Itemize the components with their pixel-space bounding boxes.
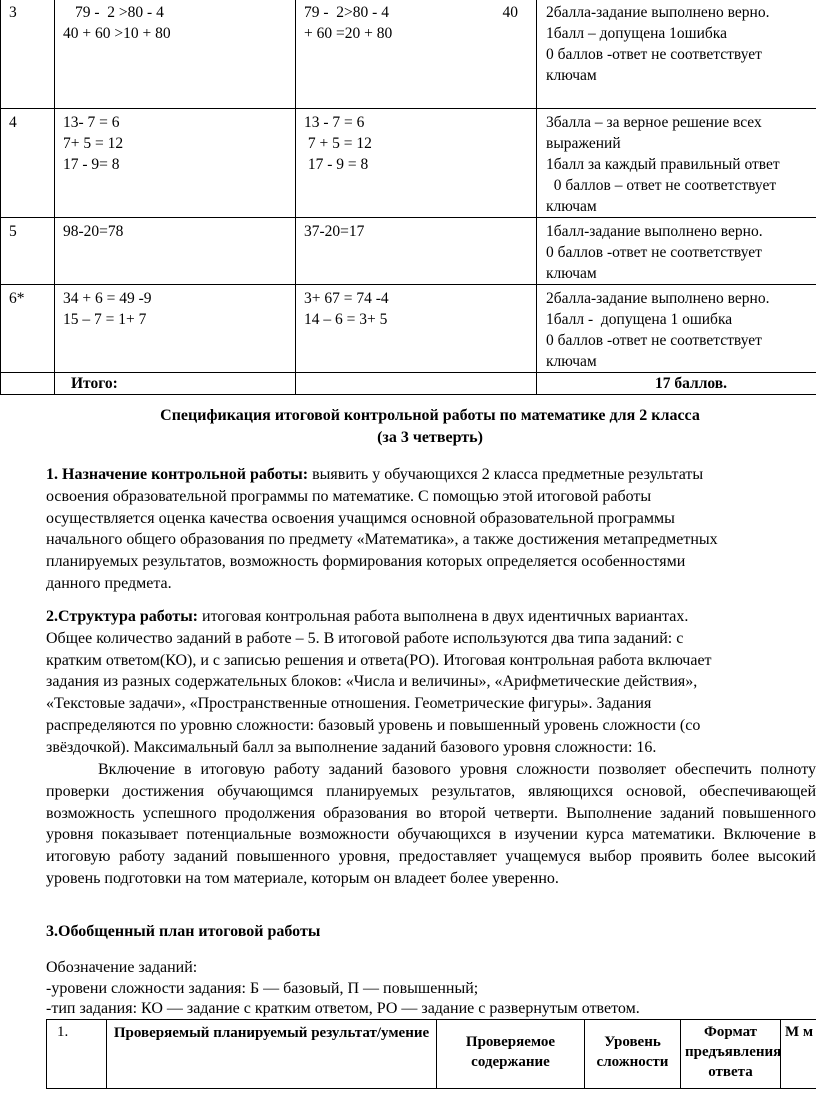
total-label: Итого: (55, 373, 296, 395)
criteria-line: 0 баллов -ответ не соответствует (546, 244, 762, 261)
solution-line: 79 - 2>80 - 4 (304, 4, 389, 21)
section-purpose-line: освоения образовательной программы по математике. С помощью этой итоговой работы (46, 487, 652, 505)
criteria-line: 1балл - допущена 1 ошибка (546, 311, 733, 328)
answer-line: 98-20=78 (63, 223, 124, 240)
section-structure-line: Общее количество заданий в работе – 5. В итоговой работе используются два типа заданий: с (46, 629, 684, 647)
task-number-cell (1, 285, 55, 373)
section-structure (46, 606, 816, 759)
criteria-cell (537, 218, 816, 285)
section-purpose (46, 464, 816, 595)
answer-line: 40 + 60 >10 + 80 (63, 25, 171, 42)
section-structure-justified: Включение в итоговую работу заданий базового уровня сложности позволяет обеспечить полноту проверки достижения обучающимся планируемых результатов, являющихся основой, обеспечивающей возможность успешного продолжения образования во второй четверти. Выполнение заданий повышенного уровня показывает потенциальные возможности обучающихся в изучении курса математики. Включение в итоговую работу заданий повышенного уровня, предоставляет учащемуся выбор проявить более высокий уровень подготовки на том материале, которым он владеет более уверенно. (46, 761, 816, 887)
solution-line: + 60 =20 + 80 (304, 25, 393, 42)
solution-line: 37-20=17 (304, 223, 365, 240)
solution-line: 17 - 9 = 8 (304, 156, 369, 173)
total-empty-cell (1, 373, 55, 395)
section-structure-line: итоговая контрольная работа выполнена в двух идентичных вариантах. (198, 608, 689, 625)
answer-cell (55, 285, 296, 373)
task-legend (46, 958, 816, 1020)
solution-extra: 40 (502, 4, 518, 21)
task-number: 5 (9, 223, 17, 240)
criteria-line: выражений (546, 135, 621, 152)
answer-line: 17 - 9= 8 (63, 156, 120, 173)
grading-row (1, 109, 816, 218)
total-row (1, 373, 816, 395)
section-plan-heading: 3.Обобщенный план итоговой работы (46, 923, 321, 940)
criteria-line: ключам (546, 265, 597, 282)
section-purpose-line: выявить у обучающихся 2 класса предметные результаты (308, 466, 704, 483)
legend-line: -уровени сложности задания: Б — базовый, П — повышенный; (46, 979, 479, 997)
solution-line: 7 + 5 = 12 (304, 135, 372, 152)
answer-line: 34 + 6 = 49 -9 (63, 290, 152, 307)
criteria-line: 2балла-задание выполнено верно. (546, 4, 770, 21)
criteria-line: 3балла – за верное решение всех (546, 114, 762, 131)
criteria-cell (537, 0, 816, 109)
task-number-cell (1, 0, 55, 109)
solution-cell (296, 109, 537, 218)
grading-row (1, 285, 816, 373)
grading-row (1, 218, 816, 285)
answer-cell (55, 109, 296, 218)
criteria-line: 0 баллов – ответ не соответствует (546, 177, 777, 194)
criteria-line: 0 баллов -ответ не соответствует (546, 332, 762, 349)
section-purpose-line: данного предмета. (46, 574, 172, 592)
criteria-cell (537, 285, 816, 373)
solution-line: 3+ 67 = 74 -4 (304, 290, 389, 307)
task-number-cell (1, 109, 55, 218)
section-structure-line: звёздочкой). Максимальный балл за выполнение заданий базового уровня сложности: 16. (46, 738, 657, 756)
grading-row (1, 0, 816, 109)
criteria-line: 1балл – допущена 1ошибка (546, 25, 727, 42)
task-number: 4 (9, 114, 17, 131)
answer-line: 13- 7 = 6 (63, 114, 120, 131)
task-number: 3 (9, 4, 17, 21)
plan-header-level: Уровень сложности (585, 1020, 681, 1089)
criteria-cell (537, 109, 816, 218)
spec-title (0, 405, 816, 449)
criteria-line: 2балла-задание выполнено верно. (546, 290, 770, 307)
section-structure-heading: 2.Структура работы: (46, 608, 199, 625)
section-purpose-line: планируемых результатов, возможность формирования которых определяется особенностями (46, 553, 686, 571)
grading-table (0, 0, 816, 395)
answer-cell (55, 218, 296, 285)
solution-cell (296, 0, 537, 109)
answer-line: 79 - 2 >80 - 4 (75, 4, 164, 21)
plan-table (46, 1019, 816, 1089)
answer-cell (55, 0, 296, 109)
plan-header-num: 1. (47, 1020, 107, 1089)
section-purpose-heading: 1. Назначение контрольной работы: (46, 466, 309, 483)
spec-title-line1: Спецификация итоговой контрольной работы по математике для 2 класса (160, 407, 700, 424)
spec-title-line2: (за 3 четверть) (377, 429, 483, 446)
criteria-line: 1балл за каждый правильный ответ (546, 156, 780, 173)
criteria-line: ключам (546, 353, 597, 370)
plan-header-extra: М м (781, 1020, 816, 1089)
task-number-cell (1, 218, 55, 285)
plan-header-content: Проверяемое содержание (437, 1020, 585, 1089)
criteria-line: 0 баллов -ответ не соответствует (546, 46, 762, 63)
criteria-line: ключам (546, 67, 597, 84)
criteria-line: ключам (546, 198, 597, 215)
total-middle-cell (296, 373, 537, 395)
task-number: 6* (9, 290, 25, 307)
criteria-line: 1балл-задание выполнено верно. (546, 223, 763, 240)
answer-line: 7+ 5 = 12 (63, 135, 124, 152)
solution-cell (296, 285, 537, 373)
answer-line: 15 – 7 = 1+ 7 (63, 311, 147, 328)
section-purpose-line: осуществляется оценка качества освоения учащимся основной образовательной программы (46, 509, 675, 527)
plan-header-format: Формат предъявления ответа (681, 1020, 781, 1089)
section-structure-line: распределяются по уровню сложности: базовый уровень и повышенный уровень сложности (со (46, 716, 701, 734)
plan-table-header-row (47, 1020, 816, 1089)
section-purpose-line: начального общего образования по предмету «Математика», а также достижения метапредметных (46, 531, 718, 549)
plan-header-result: Проверяемый планируемый результат/умение (107, 1020, 437, 1089)
solution-line: 13 - 7 = 6 (304, 114, 365, 131)
solution-line: 14 – 6 = 3+ 5 (304, 311, 388, 328)
total-value: 17 баллов. (537, 373, 816, 395)
legend-line: Обозначение заданий: (46, 959, 198, 976)
section-structure-line: задания из разных содержательных блоков: «Числа и величины», «Арифметические действия», (46, 673, 698, 691)
section-structure-line: «Текстовые задачи», «Пространственные отношения. Геометрические фигуры». Задания (46, 695, 652, 713)
section-structure-line: кратким ответом(КО), и с записью решения и ответа(РО). Итоговая контрольная работа включает (46, 651, 712, 669)
legend-line: -тип задания: КО — задание с кратким ответом, РО — задание с развернутым ответом. (46, 1000, 640, 1018)
solution-cell (296, 218, 537, 285)
